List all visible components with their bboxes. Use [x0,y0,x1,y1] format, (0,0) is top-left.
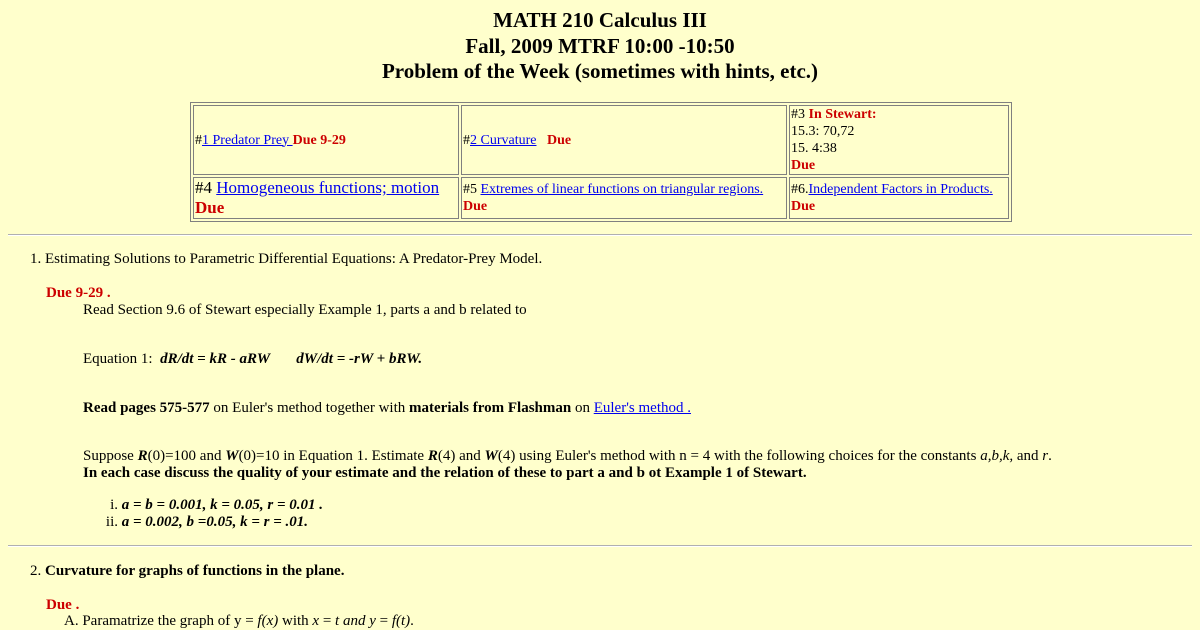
problem-2-title: Curvature for graphs of functions in the plane. [45,563,345,579]
divider [8,545,1192,547]
course-schedule: Fall, 2009 MTRF 10:00 -10:50 [465,33,735,58]
problem-1-due: Due 9-29 . [46,285,111,301]
equation-w: dW/dt = -rW + bRW. [296,351,423,367]
problem-cell-3: #3 In Stewart: 15.3: 70,72 15. 4:38 Due [789,105,1009,175]
list-item [100,513,308,531]
list-marker: ii. [105,514,118,530]
table-row [193,177,1009,219]
problem-cell-6: #6.Independent Factors in Products. Due [789,177,1009,219]
list-marker: 2. [30,563,42,579]
problem-1-discussion: In each case discuss the quality of your estimate and the relation of these to part a and b ot Example 1 of Stewart. [83,465,807,481]
problem-1-suppose: Suppose R(0)=100 and W(0)=10 in Equation 1. Estimate R(4) and W(4) using Euler's method with n = 4 with the following choices for the constants a,b,k, and r. [83,448,1052,464]
problem-cell-4: #4 Homogeneous functions; motion Due [193,177,459,219]
page-header [0,0,1200,85]
problem-cell-2: #2 Curvature Due [461,105,787,175]
problem-index-table [190,102,1012,222]
due-label: Due [791,158,816,173]
course-title: MATH 210 Calculus III [493,8,707,32]
due-label: Due 9-29 [292,132,346,148]
constants-case-i: a = b = 0.001, k = 0.05, r = 0.01 . [121,497,324,513]
euler-reading: Read pages 575-577 on Euler's method together with materials from Flashman on Euler's method . [83,400,691,416]
divider [8,234,1192,236]
link-homogeneous-functions[interactable]: Homogeneous functions; motion [216,178,440,197]
problem-cell-1: #1 Predator Prey Due 9-29 [193,105,459,175]
stewart-exercise-2: 15. 4:38 [791,141,837,156]
equation-1 [83,350,422,368]
list-item [100,496,323,514]
link-predator-prey[interactable]: 1 Predator Prey [202,132,293,148]
problem-1-heading [30,250,542,268]
problem-cell-5: #5 Extremes of linear functions on triangular regions. Due [461,177,787,219]
page-title: Problem of the Week (sometimes with hints, etc.) [381,59,819,83]
link-curvature[interactable]: 2 Curvature [470,132,537,148]
equation-r: dR/dt = kR - aRW [160,351,271,367]
problem-2-heading [30,562,344,580]
list-marker: 1. [30,251,42,267]
problem-2-due: Due . [46,597,80,613]
table-row [193,105,1009,175]
problem-1-title: Estimating Solutions to Parametric Differential Equations: A Predator-Prey Model. [45,251,543,267]
due-label: Due [463,199,488,214]
stewart-label: In Stewart: [808,107,877,122]
link-independent-factors[interactable]: Independent Factors in Products. [808,182,993,197]
due-label: Due [791,199,816,214]
list-marker: A. [64,613,79,629]
due-label: Due [546,132,572,148]
link-eulers-method[interactable]: Euler's method . [593,400,691,416]
stewart-exercise-1: 15.3: 70,72 [791,124,855,139]
due-label: Due [195,198,225,217]
list-marker: i. [110,497,118,513]
problem-2-part-a: A. Paramatrize the graph of y = f(x) with x = t and y = f(t). [64,613,414,629]
equation-label: Equation 1: [83,351,153,367]
constants-case-ii: a = 0.002, b =0.05, k = r = .01. [121,514,309,530]
problem-1-reading: Read Section 9.6 of Stewart especially Example 1, parts a and b related to [83,302,527,318]
link-extremes-linear-functions[interactable]: Extremes of linear functions on triangular regions. [480,182,764,197]
